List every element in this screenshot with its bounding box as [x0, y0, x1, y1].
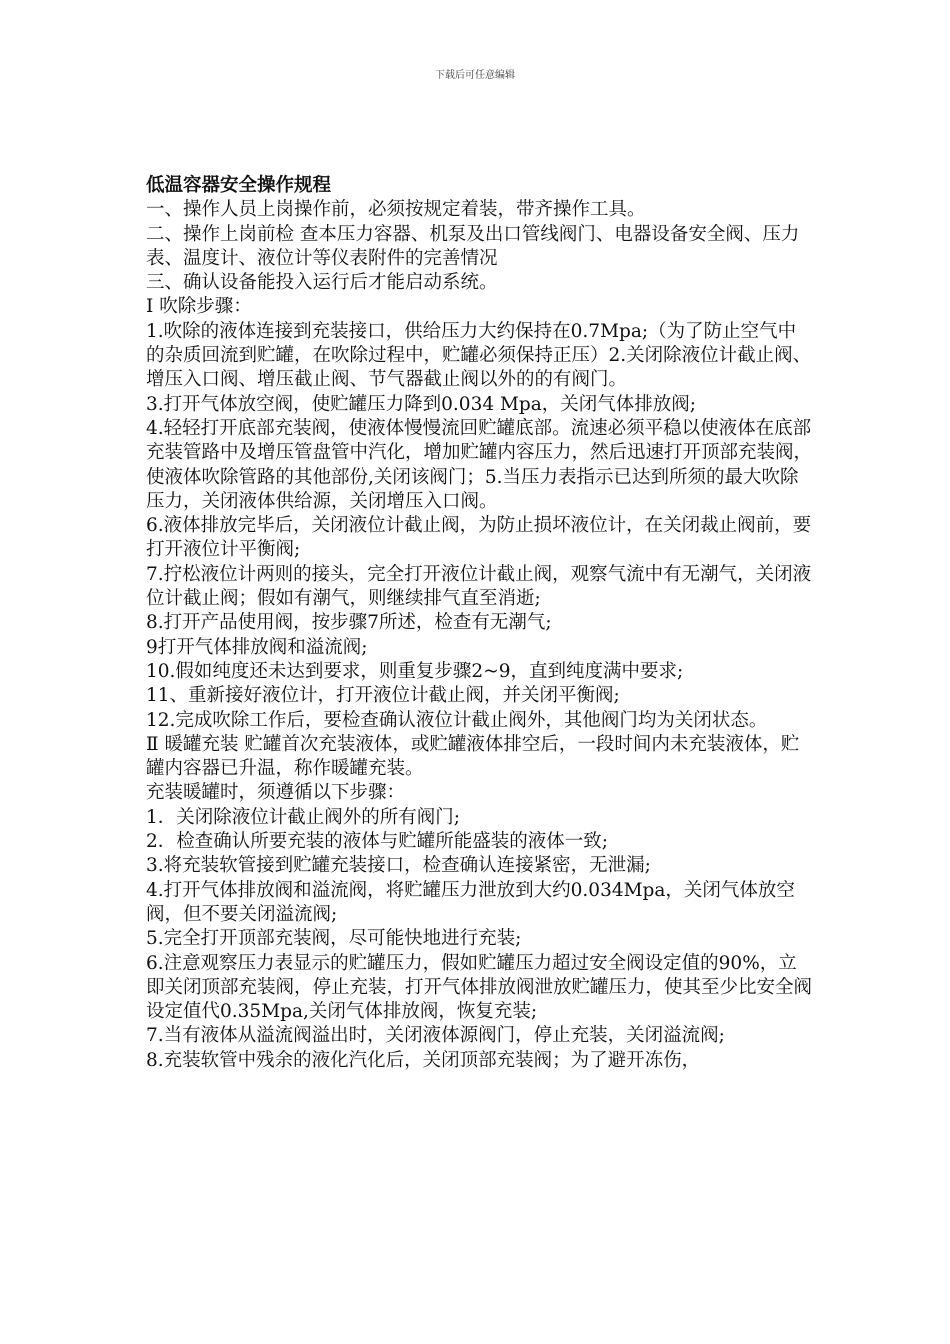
- paragraph: 一、操作人员上岗操作前，必须按规定着装，带齐操作工具。: [146, 199, 646, 221]
- paragraph: 8.打开产品使用阀，按步骤7所述，检查有无潮气;: [146, 612, 552, 634]
- paragraph: 6.液体排放完毕后，关闭液位计截止阀，为防止损坏液位计，在关闭裁止阀前，要打开液位计平衡阀;: [146, 515, 812, 561]
- paragraph: 7.当有液体从溢流阀溢出时，关闭液体源阀门，停止充装，关闭溢流阀;: [146, 1025, 725, 1047]
- section-heading: Ⅱ 暖罐充装 贮罐首次充装液体，或贮罐液体排空后，一段时间内未充装液体，贮罐内容器已升温，称作暖罐充装。: [146, 733, 800, 780]
- paragraph: 二、操作上岗前检 查本压力容器、机泵及出口管线阀门、电器设备安全阀、压力表、温度计、液位计等仪表附件的完善情况: [146, 223, 800, 269]
- paragraph: 9打开气体排放阀和溢流阀;: [146, 636, 368, 658]
- paragraph: 10.假如纯度还未达到要求，则重复步骤2~9，直到纯度满中要求;: [146, 660, 684, 682]
- paragraph: 2．检查确认所要充装的液体与贮罐所能盛装的液体一致;: [146, 831, 609, 853]
- paragraph: 11、重新接好液位计，打开液位计截止阀，并关闭平衡阀;: [146, 685, 620, 707]
- paragraph: 4.轻轻打开底部充装阀，使液体慢慢流回贮罐底部。流速必须平稳以使液体在底部充装管路中及增压管盘管中汽化，增加贮罐内容压力，然后迅速打开顶部充装阀，使液体吹除管路的其他部份,关闭该阀门；5.当压力表指示已达到所须的最大吹除压力，关闭液体供给源，关闭增压入口阀。: [146, 417, 813, 512]
- document-title: 低温容器安全操作规程: [146, 175, 332, 196]
- document-body: [146, 174, 814, 1073]
- paragraph: 3.将充装软管接到贮罐充装接口，检查确认连接紧密，无泄漏;: [146, 855, 651, 877]
- paragraph: 7.拧松液位计两则的接头，完全打开液位计截止阀，观察气流中有无潮气，关闭液位计截止阀；假如有潮气，则继续排气直至消逝;: [146, 563, 812, 610]
- paragraph: 6.注意观察压力表显示的贮罐压力，假如贮罐压力超过安全阀设定值的90%，立即关闭顶部充装阀，停止充装，打开气体排放阀泄放贮罐压力，使其至少比安全阀设定值代0.35Mpa,关闭气体排放阀，恢复充装;: [146, 952, 813, 1023]
- paragraph: 5.完全打开顶部充装阀，尽可能快地进行充装;: [146, 928, 522, 950]
- paragraph: 1．关闭除液位计截止阀外的所有阀门;: [146, 806, 461, 828]
- paragraph: 充装暖罐时，须遵循以下步骤：: [146, 782, 406, 804]
- section-heading: Ⅰ 吹除步骤：: [146, 296, 252, 318]
- paragraph: 4.打开气体排放阀和溢流阀，将贮罐压力泄放到大约0.034Mpa，关闭气体放空阀，但不要关闭溢流阀;: [146, 879, 795, 925]
- paragraph: 1.吹除的液体连接到充装接口，供给压力大约保持在0.7Mpa;（为了防止空气中的杂质回流到贮罐，在吹除过程中，贮罐必须保持正压）2.关闭除液位计截止阀、增压入口阀、增压截止阀、节气器截止阀以外的的有阀门。: [146, 320, 812, 391]
- paragraph: 三、确认设备能投入运行后才能启动系统。: [146, 272, 498, 294]
- paragraph: 8.充装软管中残余的液化汽化后，关闭顶部充装阀；为了避开冻伤，: [146, 1049, 701, 1071]
- header-note: 下载后可任意编辑: [435, 70, 515, 81]
- paragraph: 3.打开气体放空阀，使贮罐压力降到0.034 Mpa，关闭气体排放阀;: [146, 393, 697, 415]
- paragraph: 12.完成吹除工作后，要检查确认液位计截止阀外，其他阀门均为关闭状态。: [146, 709, 768, 731]
